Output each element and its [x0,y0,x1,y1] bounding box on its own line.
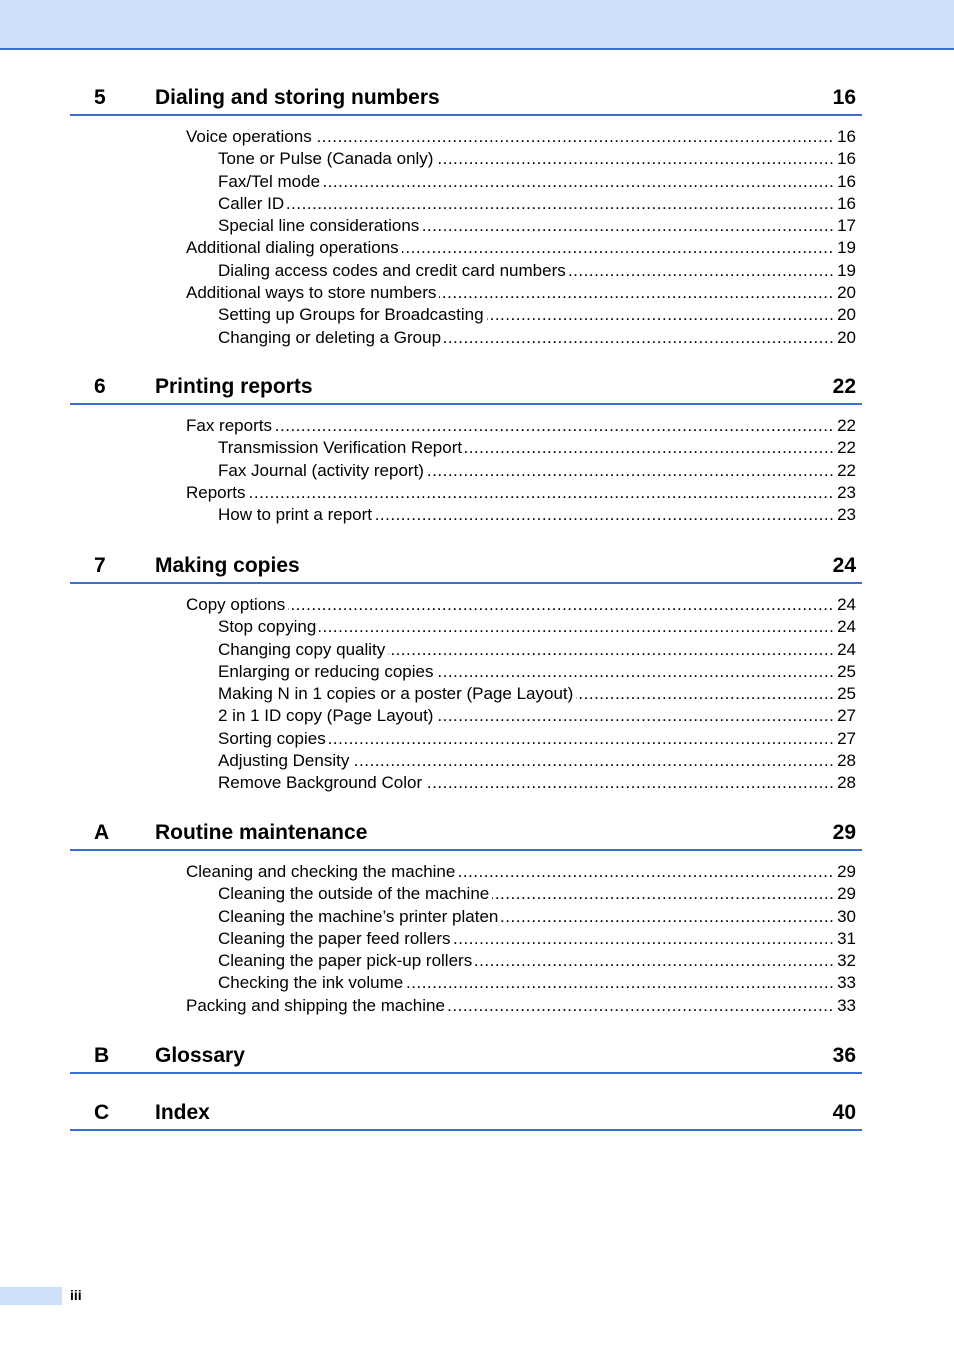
toc-entry-page: 29 [837,884,856,904]
chapter-number: C [94,1101,110,1124]
toc-entry-title: Cleaning the paper pick-up rollers [218,951,475,970]
header-band [0,0,954,50]
toc-entry-page: 25 [837,684,856,704]
toc-subentry[interactable] [218,705,862,727]
toc-entry-title: Cleaning the machine’s printer platen [218,907,501,926]
toc-entry-page: 20 [837,327,856,347]
chapter-title: Index [155,1101,210,1124]
toc-entry-title: Copy options [186,595,288,614]
toc-entry-page: 29 [837,862,856,881]
toc-entry-page: 28 [837,773,856,793]
chapter-heading[interactable] [70,83,862,116]
toc-entry[interactable] [186,482,862,504]
toc-entry-page: 31 [837,928,856,948]
toc-entry[interactable] [186,237,862,259]
toc-subentry[interactable] [218,215,862,237]
chapter-section [70,818,862,1017]
toc-entry-page: 24 [837,639,856,659]
toc-entry-title: Caller ID [218,194,287,213]
toc-subentry[interactable] [218,437,862,459]
toc-entry-title: Dialing access codes and credit card numbers [218,261,569,280]
toc-subentry[interactable] [218,171,862,193]
toc-entry[interactable] [186,415,862,437]
toc-subentry[interactable] [218,950,862,972]
chapter-title: Making copies [155,554,300,577]
toc-entry-title: Fax/Tel mode [218,172,323,191]
toc-entry-page: 33 [837,973,856,993]
toc-entry-title: How to print a report [218,505,375,524]
toc-entry-page: 28 [837,751,856,771]
toc-entry[interactable] [186,282,862,304]
toc-entry-page: 23 [837,482,856,502]
chapter-heading[interactable] [70,818,862,851]
chapter-page-number: 16 [832,86,856,109]
chapter-section [70,1041,862,1074]
toc-entry-title: Additional dialing operations [186,238,402,257]
toc-entry-title: Adjusting Density [218,751,352,770]
chapter-title: Routine maintenance [155,821,368,844]
toc-entry-title: Remove Background Color [218,773,425,792]
toc-entry-page: 22 [837,416,856,435]
toc-entry-page: 16 [837,193,856,213]
toc-entry-title: 2 in 1 ID copy (Page Layout) [218,706,436,725]
chapter-number: 5 [94,86,106,109]
toc-entry-list [70,415,862,526]
toc-entry-title: Making N in 1 copies or a poster (Page Layout) [218,684,576,703]
toc-entry-page: 30 [837,906,856,926]
toc-entry-title: Cleaning and checking the machine [186,862,458,881]
toc-entry-page: 24 [837,617,856,637]
chapter-title: Dialing and storing numbers [155,86,440,109]
toc-entry-page: 16 [837,171,856,191]
toc-entry-page: 33 [837,995,856,1015]
toc-entry-page: 25 [837,661,856,681]
toc-entry[interactable] [186,995,862,1017]
chapter-title: Glossary [155,1044,245,1067]
chapter-page-number: 36 [832,1044,856,1067]
toc-subentry[interactable] [218,683,862,705]
chapter-page-number: 24 [832,554,856,577]
chapter-heading[interactable] [70,1041,862,1074]
toc-entry-page: 19 [837,238,856,258]
toc-entry-page: 22 [837,460,856,480]
toc-subentry[interactable] [218,639,862,661]
toc-subentry[interactable] [218,148,862,170]
toc-subentry[interactable] [218,193,862,215]
toc-entry-title: Voice operations [186,127,315,146]
toc-subentry[interactable] [218,304,862,326]
dot-leader [186,482,834,504]
toc-entry-page: 20 [837,305,856,325]
dot-leader [186,415,834,437]
toc-entry-title: Additional ways to store numbers [186,283,439,302]
toc-subentry[interactable] [218,260,862,282]
toc-entry-page: 20 [837,283,856,303]
chapter-number: 7 [94,554,106,577]
toc-entry-page: 27 [837,706,856,726]
toc-entry-page: 19 [837,260,856,280]
chapter-number: A [94,821,110,844]
dot-leader [218,193,834,215]
toc-entry-page: 17 [837,216,856,236]
toc-entry[interactable] [186,126,862,148]
toc-subentry[interactable] [218,928,862,950]
toc-subentry[interactable] [218,883,862,905]
toc-subentry[interactable] [218,728,862,750]
toc-entry-title: Fax reports [186,416,275,435]
toc-entry[interactable] [186,594,862,616]
toc-entry-page: 16 [837,127,856,146]
toc-entry-list [70,861,862,1017]
toc-entry-title: Reports [186,483,249,502]
toc-subentry[interactable] [218,972,862,994]
chapter-heading[interactable] [70,551,862,584]
toc-entry-page: 16 [837,149,856,169]
toc-subentry[interactable] [218,616,862,638]
toc-entry-title: Enlarging or reducing copies [218,662,436,681]
toc-entry-page: 24 [837,595,856,614]
toc-entry-list [70,126,862,349]
toc-entry-page: 23 [837,505,856,525]
chapter-heading[interactable] [70,372,862,405]
toc-entry-title: Setting up Groups for Broadcasting [218,305,487,324]
toc-subentry[interactable] [218,327,862,349]
chapter-number: B [94,1044,110,1067]
chapter-page-number: 40 [832,1101,856,1124]
chapter-page-number: 29 [832,821,856,844]
toc-entry-title: Sorting copies [218,729,329,748]
toc-subentry[interactable] [218,460,862,482]
toc-entry-page: 32 [837,951,856,971]
toc-entry-title: Checking the ink volume [218,973,406,992]
toc-entry[interactable] [186,861,862,883]
toc-entry-title: Packing and shipping the machine [186,996,448,1015]
toc-entry-list [70,594,862,795]
toc-entry-title: Transmission Verification Report [218,438,465,457]
toc-entry-title: Cleaning the paper feed rollers [218,929,453,948]
chapter-heading[interactable] [70,1098,862,1131]
toc-entry-title: Cleaning the outside of the machine [218,884,492,903]
toc-entry-page: 22 [837,438,856,458]
toc-subentry[interactable] [218,906,862,928]
chapter-section [70,551,862,795]
footer-page-number: iii [70,1287,82,1303]
chapter-title: Printing reports [155,375,313,398]
footer-tab [0,1287,62,1305]
toc-entry-title: Fax Journal (activity report) [218,461,427,480]
chapter-section [70,1098,862,1131]
toc-entry-title: Special line considerations [218,216,422,235]
toc-subentry[interactable] [218,504,862,526]
toc-entry-page: 27 [837,728,856,748]
chapter-section [70,372,862,526]
toc-subentry[interactable] [218,661,862,683]
toc-entry-title: Changing copy quality [218,640,388,659]
toc-entry-title: Stop copying [218,617,319,636]
chapter-section [70,83,862,349]
chapter-number: 6 [94,375,106,398]
chapter-page-number: 22 [832,375,856,398]
toc-entry-title: Changing or deleting a Group [218,328,444,347]
toc-entry-title: Tone or Pulse (Canada only) [218,149,436,168]
toc-subentry[interactable] [218,750,862,772]
toc-subentry[interactable] [218,772,862,794]
